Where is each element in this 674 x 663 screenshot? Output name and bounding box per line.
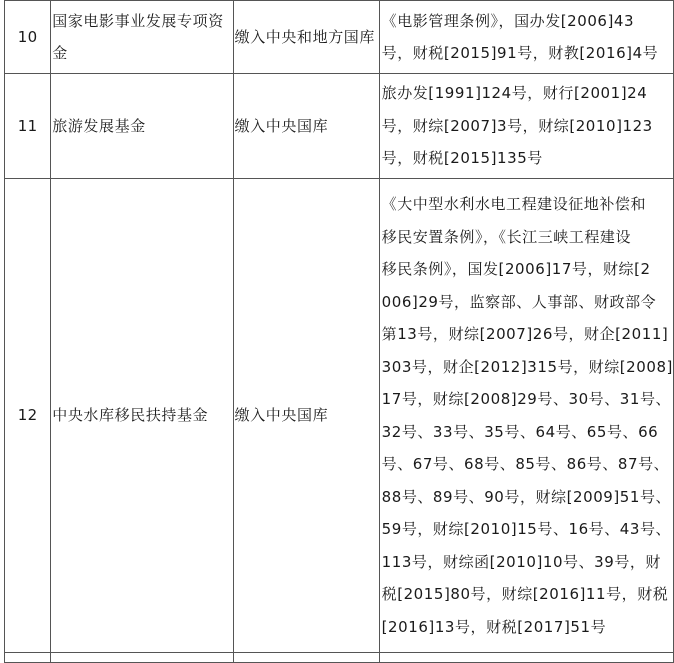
fund-name-line: 旅游发展基金 — [52, 116, 146, 135]
policy-basis-line: 号，财综[2007]3号，财综[2010]123 — [381, 116, 653, 135]
payment-route: 缴入中央国库 — [233, 74, 379, 179]
policy-basis-line: 旅办发[1991]124号，财行[2001]24 — [381, 84, 648, 103]
fund-name — [51, 74, 233, 179]
payment-route: 缴入中央国库 — [233, 179, 379, 653]
table-row — [5, 74, 674, 179]
policy-basis-line: [2016]13号，财税[2017]51号 — [381, 617, 607, 636]
fund-name-line: 国家电影事业发展专项资 — [52, 11, 224, 30]
policy-basis-line: 《电影管理条例》，国办发[2006]43 — [381, 11, 635, 30]
row-number: 11 — [5, 74, 51, 179]
policy-basis-line: 113号，财综函[2010]10号、39号，财 — [381, 552, 661, 571]
policy-basis-line: 移民条例》，国发[2006]17号，财综[2 — [381, 260, 651, 278]
policy-basis — [379, 1, 673, 74]
policy-basis-line: 号，财税[2015]135号 — [381, 149, 543, 168]
policy-basis-line: 59号，财综[2010]15号、16号、43号、 — [381, 520, 672, 538]
row-number: 12 — [5, 179, 51, 653]
payment-route: 缴入中央和地方国库 — [233, 1, 379, 74]
policy-basis-line: 税[2015]80号，财综[2016]11号，财税 — [381, 585, 669, 603]
policy-basis-line: 32号、33号、35号、64号、65号、66 — [381, 422, 659, 441]
policy-basis-line: 移民安置条例》，《长江三峡工程建设 — [381, 227, 631, 246]
policy-basis-line: 号、67号、68号、85号、86号、87号、 — [381, 455, 670, 473]
fund-table — [4, 0, 674, 663]
fund-name — [51, 179, 233, 653]
table-row — [5, 179, 674, 653]
fund-name — [51, 1, 233, 74]
policy-basis-line: 17号，财综[2008]29号、30号、31号、 — [381, 390, 672, 408]
policy-basis-line: 《大中型水利水电工程建设征地补偿和 — [381, 195, 646, 213]
policy-basis — [379, 179, 673, 653]
policy-basis-line: 006]29号，监察部、人事部、财政部令 — [381, 292, 657, 311]
policy-basis-line: 303号，财企[2012]315号，财综[2008] — [381, 357, 673, 376]
policy-basis-line: 第13号，财综[2007]26号，财企[2011] — [381, 325, 669, 343]
policy-basis — [379, 74, 673, 179]
policy-basis-line: 号，财税[2015]91号，财教[2016]4号 — [381, 44, 659, 62]
fund-name-line: 中央水库移民扶持基金 — [52, 406, 209, 425]
fund-name-line: 金 — [52, 44, 68, 62]
policy-basis-line: 88号、89号、90号，财综[2009]51号、 — [381, 487, 672, 506]
table-row — [5, 1, 674, 74]
row-number: 10 — [5, 1, 51, 74]
